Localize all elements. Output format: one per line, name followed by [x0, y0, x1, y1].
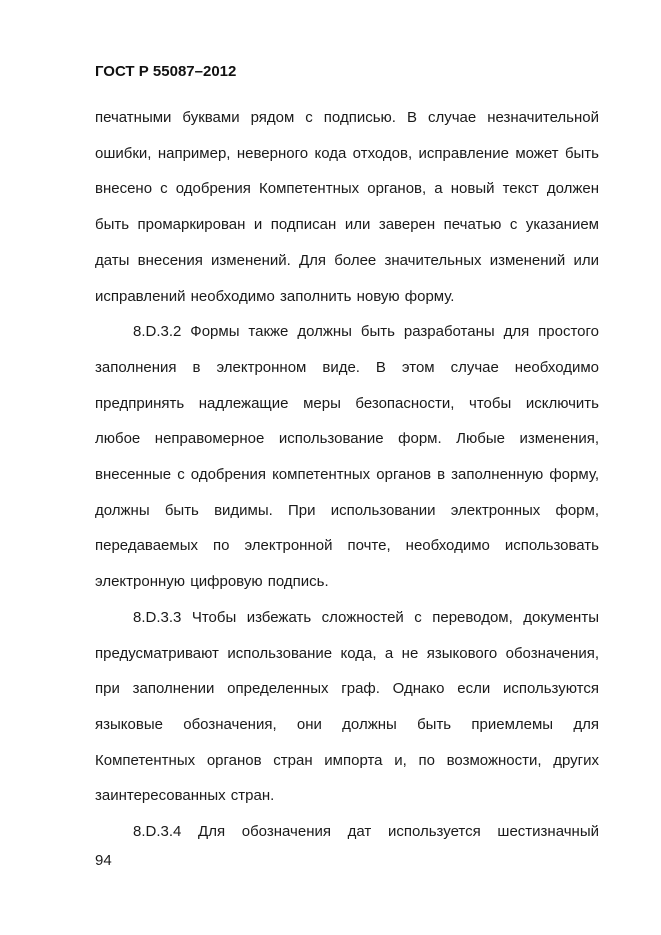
paragraph-8-d-3-2: 8.D.3.2 Формы также должны быть разработаны для простого заполнения в электронном виде. В этом случае необходимо предпринять надлежащие меры безопасности, чтобы исключить любое неправомерное использование форм. Любые изменения, внесенные с одобрения компетентных органов в заполненную форму, должны быть видимы. При использовании электронных форм, передаваемых по электронной почте, необходимо использовать электронную цифровую подпись. — [95, 323, 599, 591]
document-body — [95, 100, 599, 850]
paragraph-continuation: печатными буквами рядом с подписью. В случае незначительной ошибки, например, неверного кода отходов, исправление может быть внесено с одобрения Компетентных органов, а новый текст должен быть промаркирован и подписан или заверен печатью с указанием даты внесения изменений. Для более значительных изменений или исправлений необходимо заполнить новую форму. — [95, 109, 599, 305]
document-code-header: ГОСТ Р 55087–2012 — [95, 63, 237, 80]
paragraph-8-d-3-3: 8.D.3.3 Чтобы избежать сложностей с переводом, документы предусматривают использование кода, а не языкового обозначения, при заполнении определенных граф. Однако если используются языковые обозначения, они должны быть приемлемы для Компетентных органов стран импорта и, по возможности, других заинтересованных стран. — [95, 608, 599, 805]
paragraph-8-d-3-4: 8.D.3.4 Для обозначения дат используется шестизначный — [133, 823, 599, 841]
page-number: 94 — [95, 852, 112, 869]
